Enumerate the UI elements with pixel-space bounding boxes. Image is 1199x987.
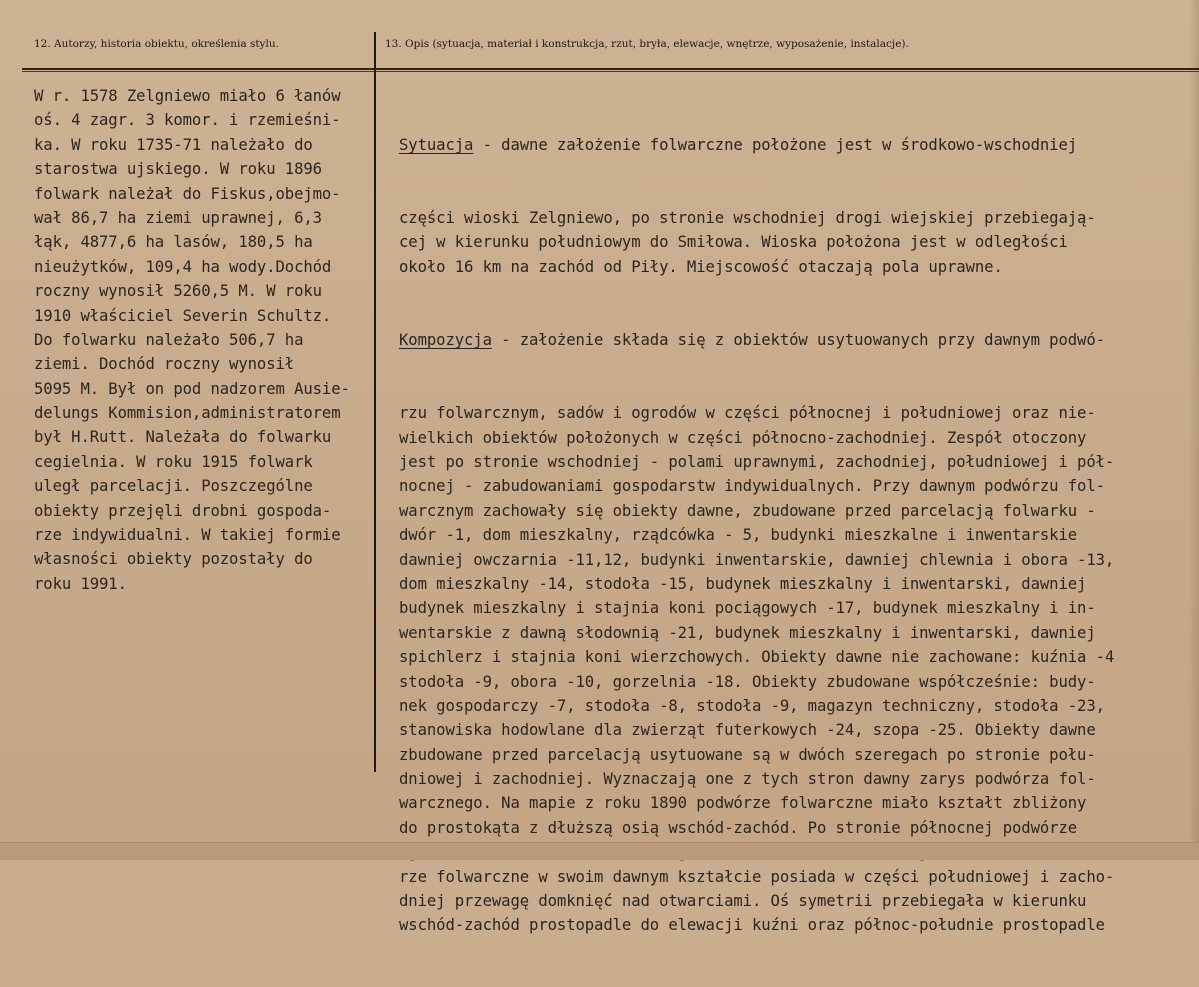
text-line: cegielnia. W roku 1915 folwark	[34, 452, 313, 471]
text-line: budynek mieszkalny i stajnia koni pociągowych -17, budynek mieszkalny i in-	[399, 599, 1096, 618]
card-bottom-strip	[0, 842, 1199, 860]
text-line: ka. W roku 1735-71 należało do	[34, 135, 313, 154]
text-line: obiekty przejęli drobni gospoda-	[34, 501, 332, 520]
history-text	[34, 84, 374, 596]
text-line: był H.Rutt. Należała do folwarku	[34, 428, 332, 447]
text-line: W r. 1578 Zelgniewo miało 6 łanów	[34, 87, 341, 105]
text-line: - założenie składa się z obiektów usytuowanych przy dawnym podwó-	[491, 331, 1105, 349]
text-line: warcznego. Na mapie z roku 1890 podwórze folwarczne miało kształt zbliżony	[399, 794, 1087, 813]
text-line: - dawne założenie folwarczne położone jest w środkowo-wschodniej	[473, 135, 1078, 154]
section-12-header: 12. Autorzy, historia obiektu, określenia stylu.	[34, 38, 279, 50]
text-line: wentarskie z dawną słodownią -21, budynek mieszkalny i inwentarski, dawniej	[399, 623, 1096, 642]
text-line: do prostokąta z dłuższą osią wschód-zachód. Po stronie północnej podwórze	[399, 818, 1078, 837]
text-line: spichlerz i stajnia koni wierzchowych. Obiekty dawne nie zachowane: kuźnia -4	[399, 648, 1115, 667]
header-rule-inner	[22, 71, 1199, 72]
text-line: cej w kierunku południowym do Smiłowa. Wioska położona jest w odległości	[399, 233, 1068, 252]
text-line: około 16 km na zachód od Piły. Miejscowość otaczają pola uprawne.	[399, 257, 1003, 276]
text-line: delungs Kommision,administratorem	[34, 404, 341, 423]
text-line: nek gospodarczy -7, stodoła -8, stodoła -9, magazyn techniczny, stodoła -23,	[399, 696, 1105, 715]
text-line: 1910 właściciel Severin Schultz.	[34, 306, 332, 325]
text-line: warcznym zachowały się obiekty dawne, zbudowane przed parcelacją folwarku -	[399, 501, 1096, 520]
text-line: wał 86,7 ha ziemi uprawnej, 6,3	[34, 208, 322, 227]
text-line: rze folwarczne w swoim dawnym kształcie posiada w części południowej i zacho-	[399, 867, 1115, 886]
text-line: dawniej owczarnia -11,12, budynki inwentarskie, dawniej chlewnia i obora -13,	[399, 550, 1115, 569]
text-line: części wioski Zelgniewo, po stronie wschodniej drogi wiejskiej przebiegają-	[399, 209, 1096, 228]
kompozycja-heading: Kompozycja	[399, 331, 492, 349]
text-line: rzu folwarcznym, sadów i ogrodów w części północnej i południowej oraz nie-	[399, 404, 1096, 423]
card-edge-shadow	[1189, 0, 1199, 859]
text-line: wschód-zachód prostopadle do elewacji kuźni oraz północ-południe prostopadle	[399, 916, 1105, 935]
text-line: łąk, 4877,6 ha lasów, 180,5 ha	[34, 233, 313, 252]
sytuacja-heading: Sytuacja	[399, 135, 474, 154]
text-line: folwark należał do Fiskus,obejmo-	[34, 184, 341, 203]
section-13-header: 13. Opis (sytuacja, materiał i konstrukcja, rzut, bryła, elewacje, wnętrze, wyposażenie, instalacje).	[385, 38, 909, 50]
text-line: roku 1991.	[34, 574, 127, 593]
text-line: zbudowane przed parcelacją usytuowane są w dwóch szeregach po stronie połu-	[399, 745, 1096, 764]
text-line: dom mieszkalny -14, stodoła -15, budynek mieszkalny i inwentarski, dawniej	[399, 574, 1087, 593]
text-line: roczny wynosił 5260,5 M. W roku	[34, 282, 322, 301]
text-line: rze indywidualni. W takiej formie	[34, 526, 341, 545]
text-line: nieużytków, 109,4 ha wody.Dochód	[34, 257, 332, 276]
text-line: nocnej - zabudowaniami gospodarstw indywidualnych. Przy dawnym podwórzu fol-	[399, 477, 1105, 496]
text-line: uległ parcelacji. Poszczególne	[34, 477, 313, 496]
text-line: stodoła -9, obora -10, gorzelnia -18. Obiekty zbudowane współcześnie: budy-	[399, 672, 1096, 691]
text-line: 5095 M. Był on pod nadzorem Ausie-	[34, 379, 350, 398]
text-line: jest po stronie wschodniej - polami uprawnymi, zachodniej, południowej i pół-	[399, 452, 1115, 471]
sytuacja-first-line	[399, 133, 1189, 157]
text-line: starostwa ujskiego. W roku 1896	[34, 160, 322, 179]
text-line: ziemi. Dochód roczny wynosił	[34, 355, 295, 374]
text-line: własności obiekty pozostały do	[34, 550, 313, 569]
text-line: wielkich obiektów położonych w części północno-zachodniej. Zespół otoczony	[399, 428, 1087, 447]
text-line: dniowej i zachodniej. Wyznaczają one z tych stron dawny zarys podwórza fol-	[399, 770, 1096, 789]
text-line: Do folwarku należało 506,7 ha	[34, 330, 304, 349]
text-line: dniej przewagę domknięć nad otwarciami. Oś symetrii przebiegała w kierunku	[399, 892, 1087, 911]
text-line: dwór -1, dom mieszkalny, rządcówka - 5, budynki mieszkalne i inwentarskie	[399, 526, 1078, 545]
text-line: oś. 4 zagr. 3 komor. i rzemieśni-	[34, 111, 341, 130]
header-rule	[22, 68, 1199, 70]
kompozycja-first-line	[399, 328, 1189, 352]
text-line: stanowiska hodowlane dla zwierząt futerkowych -24, szopa -25. Obiekty dawne	[399, 721, 1096, 740]
column-divider	[374, 32, 376, 772]
